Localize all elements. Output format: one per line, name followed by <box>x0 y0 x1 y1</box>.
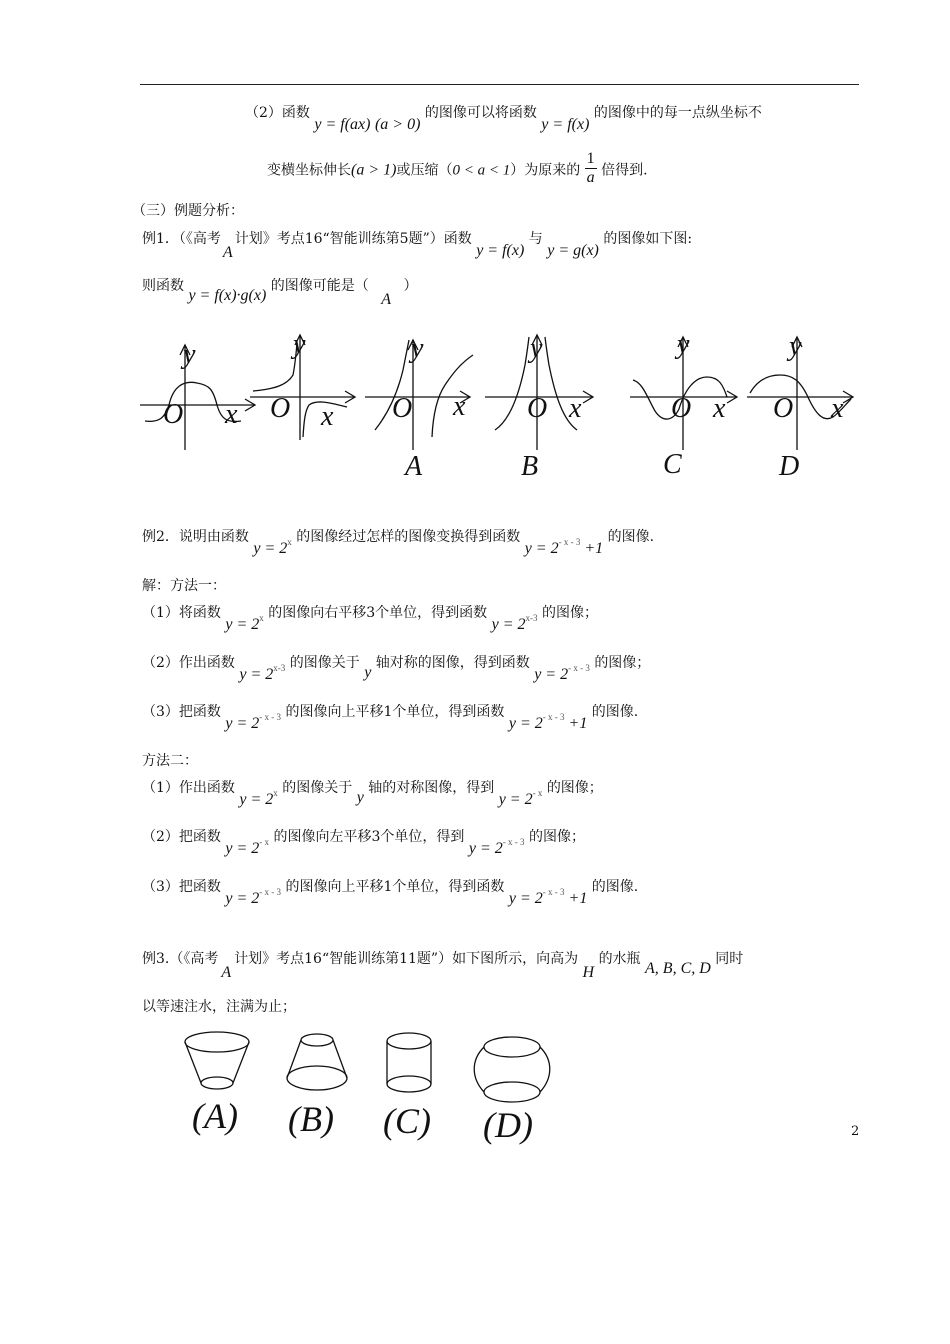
formula-f: y = f(x) <box>476 242 525 259</box>
vase-a-icon <box>185 1032 249 1089</box>
graph-label-y: y <box>530 333 543 364</box>
graph-label-o: O <box>163 399 184 430</box>
curve-b-left <box>495 337 529 430</box>
exponent: x-3 <box>273 663 286 673</box>
section2-line1 <box>245 102 762 133</box>
text: 倍得到. <box>601 162 648 179</box>
exponent: - x - 3 <box>542 712 565 722</box>
formula-plus-one: +1 <box>568 890 588 907</box>
formula-base: y = 2 <box>225 715 260 732</box>
formula-base: y = 2 <box>508 715 543 732</box>
text: 轴的对称图像，得到 <box>368 780 495 796</box>
text: （3）把函数 <box>142 879 221 895</box>
height-h: H <box>582 964 595 981</box>
option-label-d: D <box>779 451 800 482</box>
graph-label-y: y <box>411 333 424 364</box>
method1-step3 <box>142 701 639 732</box>
graph-label-x: x <box>713 393 726 424</box>
section3-heading: （三）例题分析： <box>132 203 244 219</box>
formula-base: y = 2 <box>239 666 274 683</box>
text: 的图像中的每一点纵坐标不 <box>593 105 762 121</box>
graph-label-x: x <box>225 399 238 430</box>
axis-y: y <box>356 789 364 806</box>
graph-label-x: x <box>321 401 334 432</box>
formula-base: y = 2 <box>498 791 533 808</box>
formula-base: y = 2 <box>225 890 260 907</box>
formula-2-x <box>253 537 292 557</box>
formula-base: y = 2 <box>468 840 503 857</box>
vase-label-a: (A) <box>192 1096 238 1136</box>
example1-line1 <box>142 228 693 261</box>
text: 的图像如下图: <box>603 231 693 247</box>
formula <box>534 663 590 683</box>
exponent: x <box>259 613 264 623</box>
formula <box>508 712 588 732</box>
method2-step3 <box>142 876 639 907</box>
graph-label-o: O <box>270 393 291 424</box>
text: 与 <box>528 231 543 247</box>
formula-base: y = 2 <box>225 616 260 633</box>
graph-label-y: y <box>183 339 196 370</box>
text: 例1．（《高考 <box>142 231 221 247</box>
formula-base: y = 2 <box>534 666 569 683</box>
method2-step1 <box>142 777 603 808</box>
text: 同时 <box>715 951 744 967</box>
solution-heading: 解：方法一： <box>142 578 226 594</box>
graph-label-o: O <box>392 393 413 424</box>
text: 例3.（《高考 <box>142 951 219 967</box>
text: 的水瓶 <box>598 951 641 967</box>
example2-line <box>142 526 655 557</box>
formula-f-x: y = f(x) <box>541 116 590 133</box>
graph-label-o: O <box>527 393 548 424</box>
text: 的图像经过怎样的图像变换得到函数 <box>296 529 521 545</box>
curve-g-left <box>253 343 297 391</box>
example3-vases <box>170 1025 570 1150</box>
text: 的图像向右平移3个单位，得到函数 <box>268 605 488 621</box>
formula-g: y = g(x) <box>547 242 599 259</box>
exponent: - x - 3 <box>568 663 590 673</box>
vase-c-icon <box>387 1033 431 1092</box>
option-label-a: A <box>405 451 423 482</box>
exponent: x <box>287 537 292 547</box>
exponent: - x <box>532 788 543 798</box>
fraction-numerator: 1 <box>586 150 595 167</box>
formula-a-range: 0 < a < 1 <box>452 162 511 179</box>
formula-plus-one: +1 <box>568 715 588 732</box>
formula-product: y = f(x)·g(x) <box>188 287 267 304</box>
axis-y: y <box>364 664 372 681</box>
vase-b-icon <box>287 1034 347 1090</box>
fraction-one-over-a <box>585 150 597 187</box>
text: ）为原来的 <box>510 162 581 179</box>
text: 的图像； <box>528 829 585 845</box>
formula <box>225 712 282 732</box>
graph-label-x: x <box>569 393 582 424</box>
formula <box>498 788 543 808</box>
formula <box>239 788 278 808</box>
exponent: - x - 3 <box>259 712 282 722</box>
page-number: 2 <box>851 1124 860 1139</box>
text: 的图像可以将函数 <box>424 105 537 121</box>
text: 的图像可能是（ <box>270 278 369 294</box>
method1-step1 <box>142 602 598 633</box>
formula <box>225 613 264 633</box>
exponent: - x - 3 <box>259 887 282 897</box>
option-label-c: C <box>663 449 682 480</box>
formula <box>468 837 525 857</box>
exponent: x-3 <box>525 613 538 623</box>
graph-label-o: O <box>671 393 692 424</box>
text: 的图像； <box>541 605 598 621</box>
answer: A <box>381 291 391 308</box>
text: 的图像. <box>591 704 639 720</box>
formula-plus-one: +1 <box>584 540 604 557</box>
text: 的图像向上平移1个单位，得到函数 <box>285 879 505 895</box>
text: 的图像； <box>594 655 651 671</box>
example1-question <box>142 275 418 308</box>
text: 的图像关于 <box>289 655 360 671</box>
text: （1）将函数 <box>142 605 221 621</box>
formula-target <box>524 537 604 557</box>
graph-label-o: O <box>773 393 794 424</box>
text: （2）把函数 <box>142 829 221 845</box>
example1-graphs <box>135 325 865 485</box>
formula-f-ax: y = f(ax) <box>314 116 371 133</box>
exponent: - x - 3 <box>558 537 581 547</box>
text: 的图像； <box>546 780 603 796</box>
text: （2）作出函数 <box>142 655 235 671</box>
text: 的图像. <box>591 879 639 895</box>
text: 或压缩（ <box>396 162 453 179</box>
graph-label-y: y <box>789 331 802 362</box>
formula-a-gt-1: (a > 1) <box>351 161 397 179</box>
section2-line2 <box>267 152 648 189</box>
text: 计划》考点16“智能训练第5题”）函数 <box>234 231 472 247</box>
option-label-b: B <box>521 451 539 482</box>
bottle-names: A, B, C, D <box>645 960 711 977</box>
vase-label-d: (D) <box>483 1105 533 1145</box>
text: 例2．说明由函数 <box>142 529 249 545</box>
text: 的图像向上平移1个单位，得到函数 <box>285 704 505 720</box>
example3-line2: 以等速注水，注满为止； <box>142 999 296 1015</box>
text: （3）把函数 <box>142 704 221 720</box>
text: 的图像关于 <box>282 780 353 796</box>
vase-label-c: (C) <box>383 1101 431 1141</box>
formula <box>239 663 286 683</box>
graph-label-y: y <box>677 329 690 360</box>
exponent: - x - 3 <box>542 887 565 897</box>
exponent: - x - 3 <box>502 837 525 847</box>
text: 的图像向左平移3个单位，得到 <box>273 829 465 845</box>
fraction-denominator: a <box>586 169 595 186</box>
exponent: x <box>273 788 278 798</box>
text: ） <box>403 278 418 294</box>
exponent: - x <box>259 837 270 847</box>
text: 变横坐标伸长 <box>267 162 351 179</box>
graph-label-y: y <box>293 329 306 360</box>
vase-label-b: (B) <box>288 1099 334 1139</box>
plan-mark-a: A <box>222 244 233 261</box>
formula-base: y = 2 <box>491 616 526 633</box>
formula-base: y = 2 <box>239 791 274 808</box>
text: 计划》考点16“智能训练第11题”）如下图所示，向高为 <box>234 951 579 967</box>
text: 则函数 <box>142 278 184 294</box>
formula <box>491 613 538 633</box>
plan-mark-a: A <box>221 964 232 981</box>
formula-a-positive: (a > 0) <box>374 116 421 133</box>
formula <box>508 887 588 907</box>
formula-base: y = 2 <box>524 540 559 557</box>
text: 轴对称的图像，得到函数 <box>375 655 530 671</box>
formula-base: y = 2 <box>225 840 260 857</box>
text: （1）作出函数 <box>142 780 235 796</box>
formula <box>225 837 270 857</box>
method1-step2 <box>142 652 651 683</box>
graph-label-x: x <box>831 393 844 424</box>
graph-label-x: x <box>453 391 466 422</box>
formula <box>225 887 282 907</box>
method2-heading: 方法二： <box>142 753 198 769</box>
formula-base: y = 2 <box>253 540 288 557</box>
formula-base: y = 2 <box>508 890 543 907</box>
example3-line1 <box>142 948 744 981</box>
header-rule <box>140 84 859 85</box>
vase-d-icon <box>474 1037 550 1102</box>
method2-step2 <box>142 826 585 857</box>
text: （2）函数 <box>245 105 310 121</box>
text: 的图像. <box>607 529 655 545</box>
